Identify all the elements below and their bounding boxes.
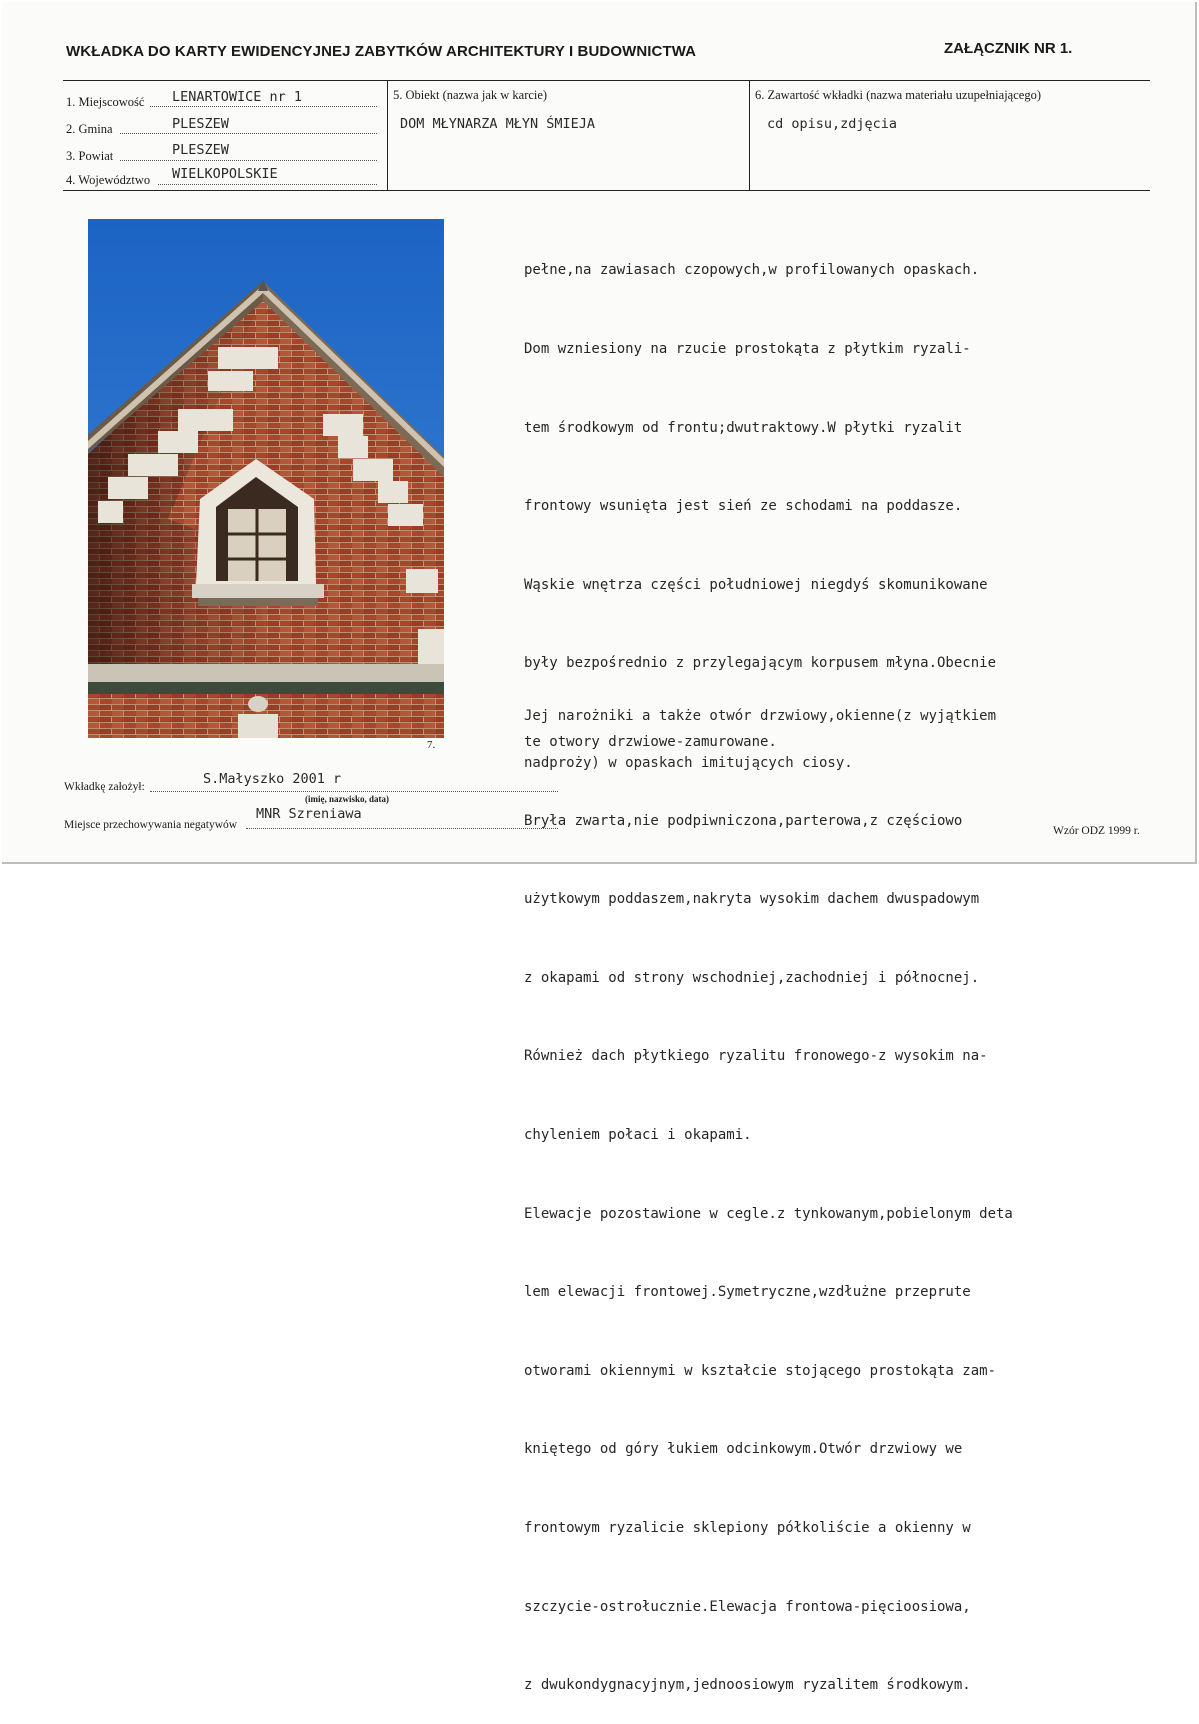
powiat-dotline — [120, 160, 377, 161]
object-value: DOM MŁYNARZA MŁYN ŚMIEJA — [400, 116, 596, 132]
description-line: kniętego od góry łukiem odcinkowym.Otwór drzwiowy we — [524, 1441, 963, 1458]
description-line: frontowy wsunięta jest sień ze schodami na poddasze. — [524, 498, 963, 515]
storage-label: Miejsce przechowywania negatywów — [64, 819, 238, 831]
description-line: frontowym ryzalicie sklepiony półkoliście a okienny w — [524, 1519, 971, 1536]
storage-dotline — [246, 828, 558, 829]
miejscowosc-dotline — [150, 106, 377, 107]
powiat-value: PLESZEW — [172, 142, 229, 158]
author-value: S.Małyszko 2001 r — [203, 771, 342, 787]
description-line: Wąskie wnętrza części południowej niegdyś skomunikowane — [524, 576, 988, 593]
header-divider-2 — [749, 81, 750, 191]
storage-value: MNR Szreniawa — [256, 806, 362, 822]
powiat-label: 3. Powiat — [66, 149, 114, 163]
wojewodztwo-value: WIELKOPOLSKIE — [172, 166, 278, 182]
gmina-label: 2. Gmina — [66, 122, 113, 136]
annex-number: ZAŁĄCZNIK NR 1. — [944, 40, 1073, 57]
description-line: szczycie-ostrołucznie.Elewacja frontowa-pięcioosiowa, — [524, 1598, 971, 1615]
description-line: z okapami od strony wschodniej,zachodniej i północnej. — [524, 969, 980, 986]
description-line: lem elewacji frontowej.Symetryczne,wzdłużne przeprute — [524, 1284, 971, 1301]
building-gable-photo — [88, 219, 444, 738]
author-caption: (imię, nazwisko, data) — [305, 794, 389, 804]
description-text — [524, 205, 1013, 1724]
wojewodztwo-label: 4. Województwo — [66, 173, 151, 187]
miejscowosc-label: 1. Miejscowość — [66, 95, 145, 109]
document-title: WKŁADKA DO KARTY EWIDENCYJNEJ ZABYTKÓW ARCHITEKTURY I BUDOWNICTWA — [66, 43, 697, 60]
description-line: te otwory drzwiowe-zamurowane. — [524, 733, 777, 750]
description-line: użytkowym poddaszem,nakryta wysokim dachem dwuspadowym — [524, 891, 980, 908]
contents-value: cd opisu,zdjęcia — [767, 116, 898, 132]
gmina-value: PLESZEW — [172, 116, 229, 132]
description-line: Również dach płytkiego ryzalitu fronowego-z wysokim na- — [524, 1048, 988, 1065]
author-label: Wkładkę założył: — [64, 781, 145, 793]
header-top-rule — [63, 80, 1150, 81]
description-line: chyleniem połaci i okapami. — [524, 1126, 752, 1143]
description-line: Elewacje pozostawione w cegle.z tynkowanym,pobielonym deta — [524, 1205, 1013, 1222]
description-line: były bezpośrednio z przylegającym korpusem młyna.Obecnie — [524, 655, 997, 672]
description-line: tem środkowym od frontu;dwutraktowy.W płytki ryzalit — [524, 419, 963, 436]
description-line: Dom wzniesiony na rzucie prostokąta z płytkim ryzali- — [524, 341, 971, 357]
description-line: otworami okiennymi w kształcie stojącego prostokąta zam- — [524, 1362, 997, 1379]
miejscowosc-value: LENARTOWICE nr 1 — [172, 89, 303, 105]
header-divider-1 — [387, 81, 388, 191]
description-extra-line-2: nadproży) w opaskach imitujących ciosy. — [524, 755, 853, 771]
description-line: Bryła zwarta,nie podpiwniczona,parterowa,z częściowo — [524, 812, 963, 829]
wojewodztwo-dotline — [158, 184, 377, 185]
contents-label: 6. Zawartość wkładki (nazwa materiału uzupełniającego) — [755, 88, 1041, 102]
object-label: 5. Obiekt (nazwa jak w karcie) — [393, 88, 548, 102]
form-model: Wzór ODZ 1999 r. — [1053, 825, 1140, 837]
author-dotline — [150, 791, 558, 792]
gmina-dotline — [120, 133, 377, 134]
description-extra-line-1: Jej narożniki a także otwór drzwiowy,okienne(z wyjątkiem — [524, 708, 997, 724]
header-bottom-rule — [63, 190, 1150, 191]
description-line: pełne,na zawiasach czopowych,w profilowanych opaskach. — [524, 262, 980, 279]
photo-number: 7. — [427, 739, 436, 751]
description-line: z dwukondygnacyjnym,jednoosiowym ryzalitem środkowym. — [524, 1677, 971, 1694]
